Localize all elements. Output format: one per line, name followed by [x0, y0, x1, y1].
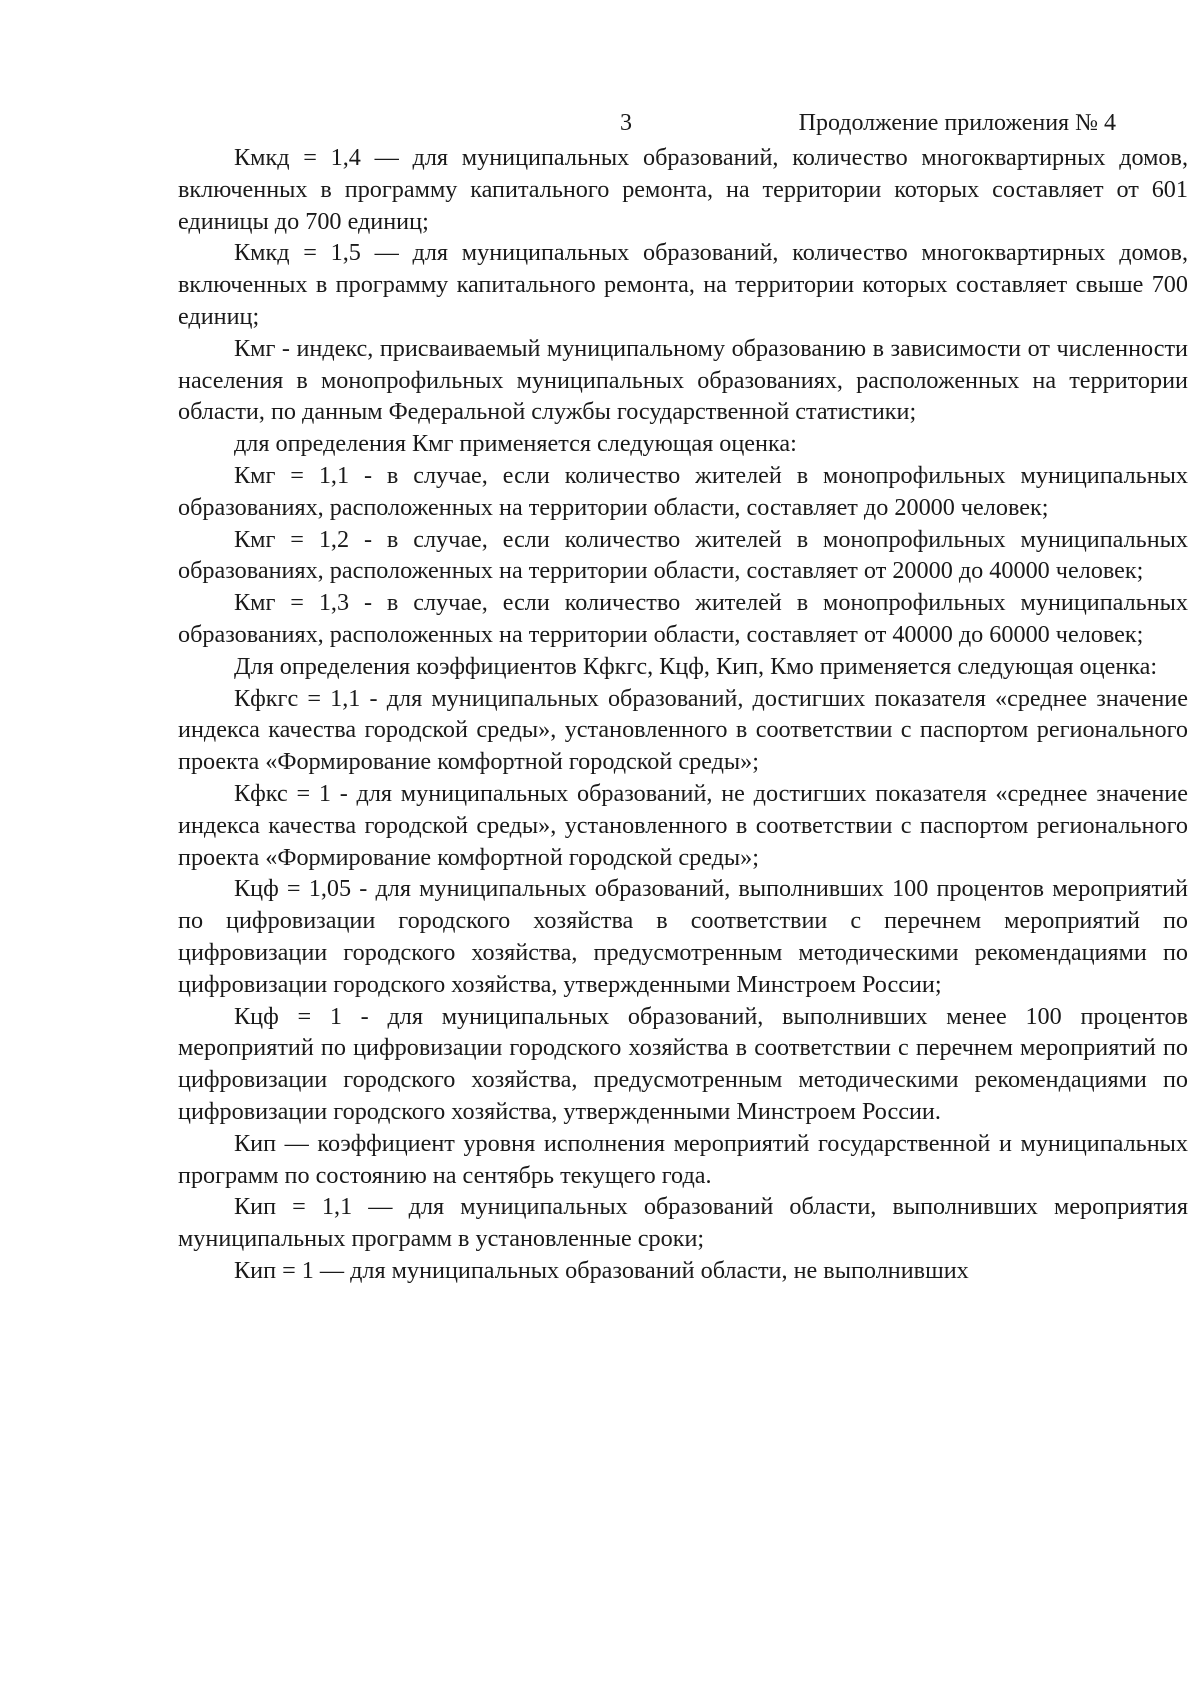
paragraph-kip-definition: Кип — коэффициент уровня исполнения мероприятий государственной и муниципальных программ по состоянию на сентябрь текущего года.	[178, 1129, 1188, 1189]
paragraph-kmg-1-2: Кмг = 1,2 - в случае, если количество жителей в монопрофильных муниципальных образованиях, расположенных на территории области, составляет от 20000 до 40000 человек;	[178, 525, 1188, 585]
appendix-continuation-note: Продолжение приложения № 4	[798, 110, 1116, 136]
paragraph-kfkgs-1-1: Кфкгс = 1,1 - для муниципальных образований, достигших показателя «среднее значение индекса качества городской среды», установленного в соответствии с паспортом регионального проекта «Формирование комфортной городской среды»;	[178, 684, 1188, 776]
paragraph-kmg-1-3: Кмг = 1,3 - в случае, если количество жителей в монопрофильных муниципальных образованиях, расположенных на территории области, составляет от 40000 до 60000 человек;	[178, 589, 1188, 648]
paragraph-kcf-1-05: Кцф = 1,05 - для муниципальных образований, выполнивших 100 процентов мероприятий по цифровизации городского хозяйства в соответствии с перечнем мероприятий по цифровизации городского хозяйства, предусмотренным методическими рекомендациями по цифровизации городского хозяйства, утвержденными Минстроем России;	[178, 875, 1188, 998]
page-number: 3	[620, 110, 632, 136]
paragraph-kmg-assessment-intro: для определения Кмг применяется следующая оценка:	[234, 430, 797, 458]
paragraph-coefficients-intro: Для определения коэффициентов Кфкгс, Кцф, Кип, Кмо применяется следующая оценка:	[234, 652, 1158, 680]
document-body	[178, 142, 1188, 1287]
paragraph-kmg-definition: Кмг - индекс, присваиваемый муниципальному образованию в зависимости от численности населения в монопрофильных муниципальных образованиях, расположенных на территории области, по данным Федеральной службы государственной статистики;	[178, 334, 1188, 426]
paragraph-kmg-1-1: Кмг = 1,1 - в случае, если количество жителей в монопрофильных муниципальных образованиях, расположенных на территории области, составляет до 20000 человек;	[178, 461, 1188, 521]
paragraph-kip-1-1: Кип = 1,1 — для муниципальных образований области, выполнивших мероприятия муниципальных программ в установленные сроки;	[178, 1193, 1188, 1253]
paragraph-kip-1: Кип = 1 — для муниципальных образований области, не выполнивших	[234, 1256, 969, 1284]
paragraph-kmkd-1-4: Кмкд = 1,4 — для муниципальных образований, количество многоквартирных домов, включенных в программу капитального ремонта, на территории которых составляет от 601 единицы до 700 единиц;	[178, 144, 1188, 235]
paragraph-kcf-1: Кцф = 1 - для муниципальных образований, выполнивших менее 100 процентов мероприятий по цифровизации городского хозяйства в соответствии с перечнем мероприятий по цифровизации городского хозяйства, предусмотренным методическими рекомендациями по цифровизации городского хозяйства, утвержденными Минстроем России.	[178, 1002, 1188, 1125]
paragraph-kfks-1: Кфкс = 1 - для муниципальных образований, не достигших показателя «среднее значение индекса качества городской среды», установленного в соответствии с паспортом регионального проекта «Формирование комфортной городской среды»;	[178, 779, 1188, 871]
paragraph-kmkd-1-5: Кмкд = 1,5 — для муниципальных образований, количество многоквартирных домов, включенных в программу капитального ремонта, на территории которых составляет свыше 700 единиц;	[178, 239, 1188, 330]
